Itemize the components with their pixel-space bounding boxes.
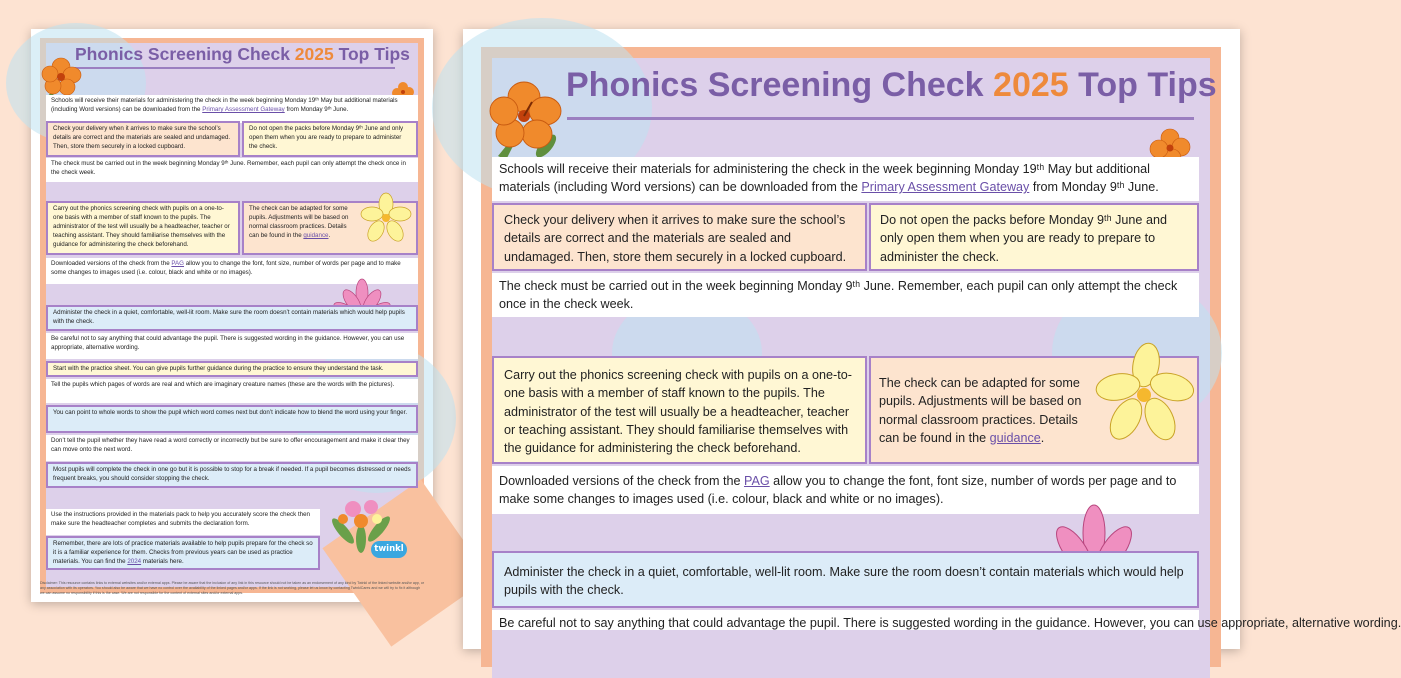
real-words-text: Tell the pupils which pages of words are real and which are imaginary creature names (these are the words with the pictures). bbox=[46, 379, 418, 403]
assessment-gateway-link[interactable]: Primary Assessment Gateway bbox=[861, 180, 1030, 195]
practice-tip: Start with the practice sheet. You can give pupils further guidance during the practice to ensure they understand the task. bbox=[46, 361, 418, 377]
title-rule bbox=[567, 117, 1194, 120]
download-text: Downloaded versions of the check from the PAG allow you to change the font, font size, number of words per page and to make some changes to images used (i.e. colour, black and white or no images). bbox=[492, 466, 1199, 514]
frangipani-flower-icon bbox=[1096, 343, 1194, 443]
disclaimer: Disclaimer: This resource contains links to external websites and/or external apps. Please be aware that the inclusion of any link in this resource should not be taken as an endorsement of any kind by Twinkl of the linked website and/or app, or any association with its operators. You should also be aware that we have no control over the availability of the linked pages and/or apps. If the link is not working, please let us know by contacting TwinklCares and we will try to fix it although we can assume no responsibility if this is the case. We are not responsible for the content of external sites and/or external apps. bbox=[40, 581, 425, 595]
download-text: Downloaded versions of the check from the PAG allow you to change the font, font size, number of words per page and to make some changes to images used (i.e. colour, black and white or no images). bbox=[46, 258, 418, 284]
point-tip: You can point to whole words to show the pupil which word comes next but don’t indicate how to blend the word using your finger. bbox=[46, 405, 418, 433]
assessment-gateway-link[interactable]: Primary Assessment Gateway bbox=[202, 105, 285, 113]
dont-tell-text: Don’t tell the pupil whether they have read a word correctly or incorrectly but be sure to offer encouragement and make it clear they can move onto the next word. bbox=[46, 435, 418, 461]
check-week-text: The check must be carried out in the week beginning Monday 9ᵗʰ June. Remember, each pupil can only attempt the check once in the check week. bbox=[492, 273, 1199, 317]
careful-text: Be careful not to say anything that could advantage the pupil. There is suggested wording in the guidance. However, you can use appropriate, alternative wording. bbox=[46, 333, 418, 359]
pag-link[interactable]: PAG bbox=[171, 260, 184, 267]
twinkl-logo: twinkl bbox=[371, 541, 407, 558]
adapt-tip: The check can be adapted for some pupils. Adjustments will be based on normal classroom practices. Details can be found in the guidance. bbox=[242, 201, 418, 255]
delivery-tip: Check your delivery when it arrives to make sure the school’s details are correct and the materials are sealed and undamaged. Then, store them securely in a locked cupboard. bbox=[46, 121, 240, 157]
delivery-tip: Check your delivery when it arrives to make sure the school’s details are correct and the materials are sealed and undamaged. Then, store them securely in a locked cupboard. bbox=[492, 203, 867, 271]
pag-link[interactable]: PAG bbox=[744, 474, 770, 488]
guidance-link[interactable]: guidance bbox=[989, 430, 1041, 445]
packs-tip: Do not open the packs before Monday 9ᵗʰ June and only open them when you are ready to prepare to administer the check. bbox=[242, 121, 418, 157]
adapt-tip: The check can be adapted for some pupils. Adjustments will be based on normal classroom practices. Details can be found in the guidance. bbox=[869, 356, 1199, 464]
intro-text: Schools will receive their materials for administering the check in the week beginning Monday 19ᵗʰ May but additional materials (including Word versions) can be downloaded from the Primary Assessment Gateway from Monday 9ᵗʰ June. bbox=[46, 95, 418, 123]
one-go-tip: Most pupils will complete the check in one go but it is possible to stop for a break if needed. If a pupil becomes distressed or needs frequent breaks, you should consider stopping the check. bbox=[46, 462, 418, 488]
room-tip: Administer the check in a quiet, comfortable, well-lit room. Make sure the room doesn’t contain materials which would help pupils with the check. bbox=[46, 305, 418, 331]
intro-text: Schools will receive their materials for administering the check in the week beginning Monday 19ᵗʰ May but additional materials (including Word versions) can be downloaded from the Primary Assessment Gateway from Monday 9ᵗʰ June. bbox=[492, 157, 1199, 201]
remember-tip: Remember, there are lots of practice materials available to help pupils prepare for the check so it is a familiar experience for them. Checks from previous years can be used as practice materials. You can find the 2024 materials here. bbox=[46, 536, 320, 570]
carry-out-tip: Carry out the phonics screening check with pupils on a one-to-one basis with a member of staff known to the pupils. The administrator of the test will usually be a headteacher, teacher or teaching assistant. They should familiarise themselves with the guidance for administering the check beforehand. bbox=[492, 356, 867, 464]
careful-text: Be careful not to say anything that could advantage the pupil. There is suggested wording in the guidance. However, you can use appropriate, alternative wording. bbox=[492, 610, 1199, 630]
title-rule bbox=[75, 67, 395, 69]
carry-out-tip: Carry out the phonics screening check with pupils on a one-to-one basis with a member of staff known to the pupils. The administrator of the test will usually be a headteacher, teacher or teaching assistant. They should familiarise themselves with the guidance for administering the check beforehand. bbox=[46, 201, 240, 255]
frangipani-flower-icon bbox=[361, 193, 411, 243]
check-week-text: The check must be carried out in the week beginning Monday 9ᵗʰ June. Remember, each pupil can only attempt the check once in the check week. bbox=[46, 158, 418, 182]
hibiscus-flower-icon bbox=[488, 80, 566, 162]
instructions-text: Use the instructions provided in the materials pack to help you accurately score the check then make sure the headteacher completes and submits the declaration form. bbox=[46, 509, 320, 535]
packs-tip: Do not open the packs before Monday 9ᵗʰ June and only open them when you are ready to prepare to administer the check. bbox=[869, 203, 1199, 271]
guidance-link[interactable]: guidance bbox=[303, 231, 329, 239]
poster-title: Phonics Screening Check 2025 Top Tips bbox=[566, 66, 1217, 104]
materials-2024-link[interactable]: 2024 bbox=[127, 557, 142, 565]
room-tip: Administer the check in a quiet, comfortable, well-lit room. Make sure the room doesn’t contain materials which would help pupils with the check. bbox=[492, 551, 1199, 608]
poster-title: Phonics Screening Check 2025 Top Tips bbox=[75, 44, 410, 64]
poster-thumbnail[interactable] bbox=[31, 29, 433, 602]
